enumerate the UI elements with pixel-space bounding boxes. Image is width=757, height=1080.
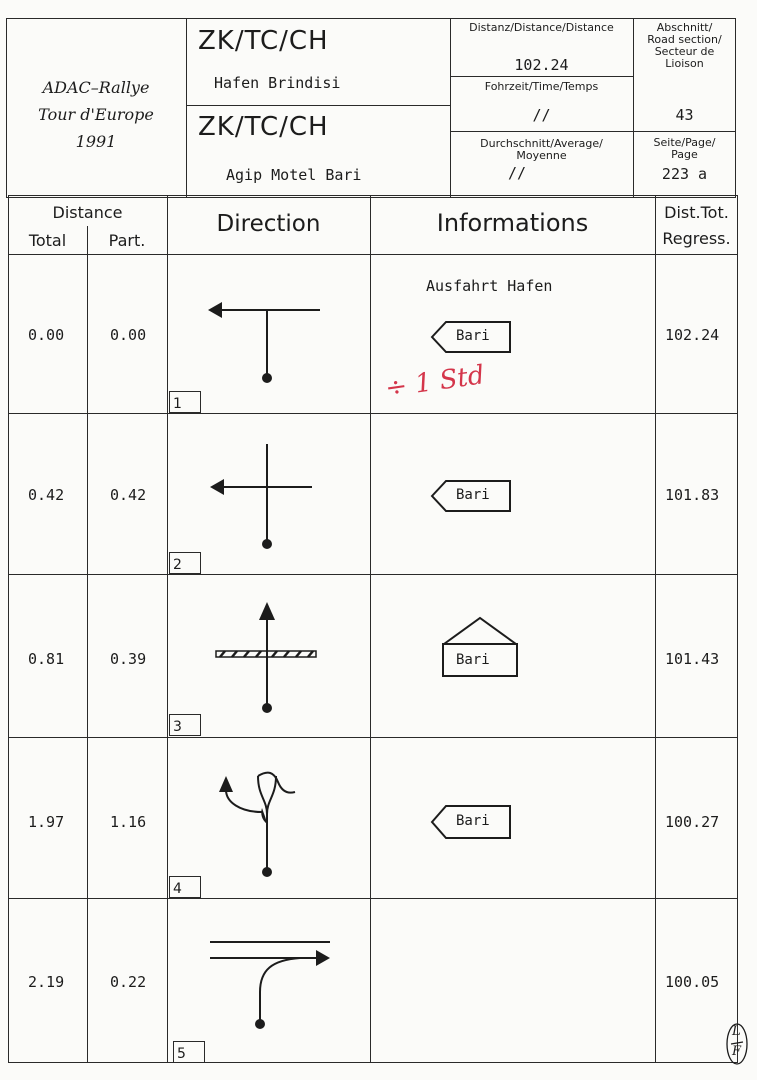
row-4-total: 1.97 [28,813,65,831]
page-label-1: Seite/Page/ [653,136,716,149]
row-1-regress: 102.24 [665,326,720,344]
row-1-sign-text: Bari [456,328,490,344]
average-label-2: Moyenne [516,149,567,162]
control-name-top: Hafen Brindisi [214,74,341,92]
page-label-2: Page [671,148,698,161]
section-value: 43 [675,106,694,124]
row-1-road-sign [430,320,512,358]
average-label [450,138,633,162]
initials-top: L [732,1024,741,1039]
col-head-part: Part. [108,231,146,250]
col-divider-info-regress [655,195,656,1063]
average-value: // [508,164,527,182]
row-1-number: 1 [169,391,201,413]
row-separator-3 [8,737,738,738]
row-2-number: 2 [169,552,201,574]
col-head-dist-tot [655,200,738,252]
row-1-tulip-diagram [200,290,330,390]
section-label-3: Secteur de [654,45,715,58]
col-divider-part-direction [167,195,168,1063]
row-2-sign-text: Bari [456,487,490,503]
row-2-regress: 101.83 [665,486,720,504]
event-year: 1991 [75,132,117,151]
row-1-total: 0.00 [28,326,65,344]
row-4-tulip-diagram [200,762,330,880]
row-2-tulip-diagram [200,440,330,552]
row-1-handwritten-note: ÷ 1 Std [383,360,487,404]
average-label-1: Durchschnitt/Average/ [480,137,603,150]
row-separator-2 [8,574,738,575]
row-3-tulip-diagram [200,598,330,716]
row-3-road-sign [440,614,520,684]
row-2-total: 0.42 [28,486,65,504]
row-1-info-text: Ausfahrt Hafen [426,277,553,295]
time-value: // [532,106,551,124]
col-head-informations: Informations [436,209,589,237]
row-5-regress: 100.05 [665,973,720,991]
col-head-total: Total [28,231,67,250]
row-5-total: 2.19 [28,973,65,991]
control-code-bottom: ZK/TC/CH [198,112,329,142]
col-divider-total-part [87,226,88,1063]
row-5-tulip-diagram [200,930,340,1034]
row-3-regress: 101.43 [665,650,720,668]
section-label [633,22,736,70]
row-3-part: 0.39 [110,650,147,668]
row-4-part: 1.16 [110,813,147,831]
row-2-road-sign [430,479,512,517]
col-head-dist-tot-1: Dist.Tot. [664,203,729,222]
hanging-sign-icon [440,614,520,680]
row-4-regress: 100.27 [665,813,720,831]
header-hline-r2 [450,131,736,132]
distance-label: Distanz/Distance/Distance [469,21,614,34]
time-label: Fohrzeit/Time/Temps [484,80,599,93]
row-4-sign-text: Bari [456,813,490,829]
initials-stamp [726,1022,748,1066]
row-3-total: 0.81 [28,650,65,668]
page-label [633,137,736,161]
col-head-dist-tot-2: Regress. [662,229,731,248]
header-hline-mid [186,105,450,106]
row-separator-4 [8,898,738,899]
row-1-part: 0.00 [110,326,147,344]
distance-value: 102.24 [514,56,569,74]
col-head-direction: Direction [216,211,321,237]
row-separator-1 [8,413,738,414]
event-title [6,74,186,155]
row-4-number: 4 [169,876,201,898]
page-value: 223 a [661,165,708,183]
section-label-4: Lioison [665,57,704,70]
initials-bottom: F [732,1044,742,1059]
section-label-2: Road section/ [647,33,722,46]
col-head-distance: Distance [52,203,123,222]
row-5-number: 5 [173,1041,205,1063]
control-code-top: ZK/TC/CH [198,26,329,56]
header-row-bottom [8,254,738,255]
row-3-number: 3 [169,714,201,736]
control-name-bottom: Agip Motel Bari [226,166,362,184]
row-2-part: 0.42 [110,486,147,504]
row-3-sign-text: Bari [456,652,490,668]
col-divider-direction-info [370,195,371,1063]
section-label-1: Abschnitt/ [656,21,713,34]
event-line-1: ADAC–Rallye [42,78,150,97]
header-hline-r1 [450,76,633,77]
event-line-2: Tour d'Europe [38,105,154,124]
header-divider-1 [186,18,187,198]
row-4-road-sign [430,804,512,844]
row-5-part: 0.22 [110,973,147,991]
